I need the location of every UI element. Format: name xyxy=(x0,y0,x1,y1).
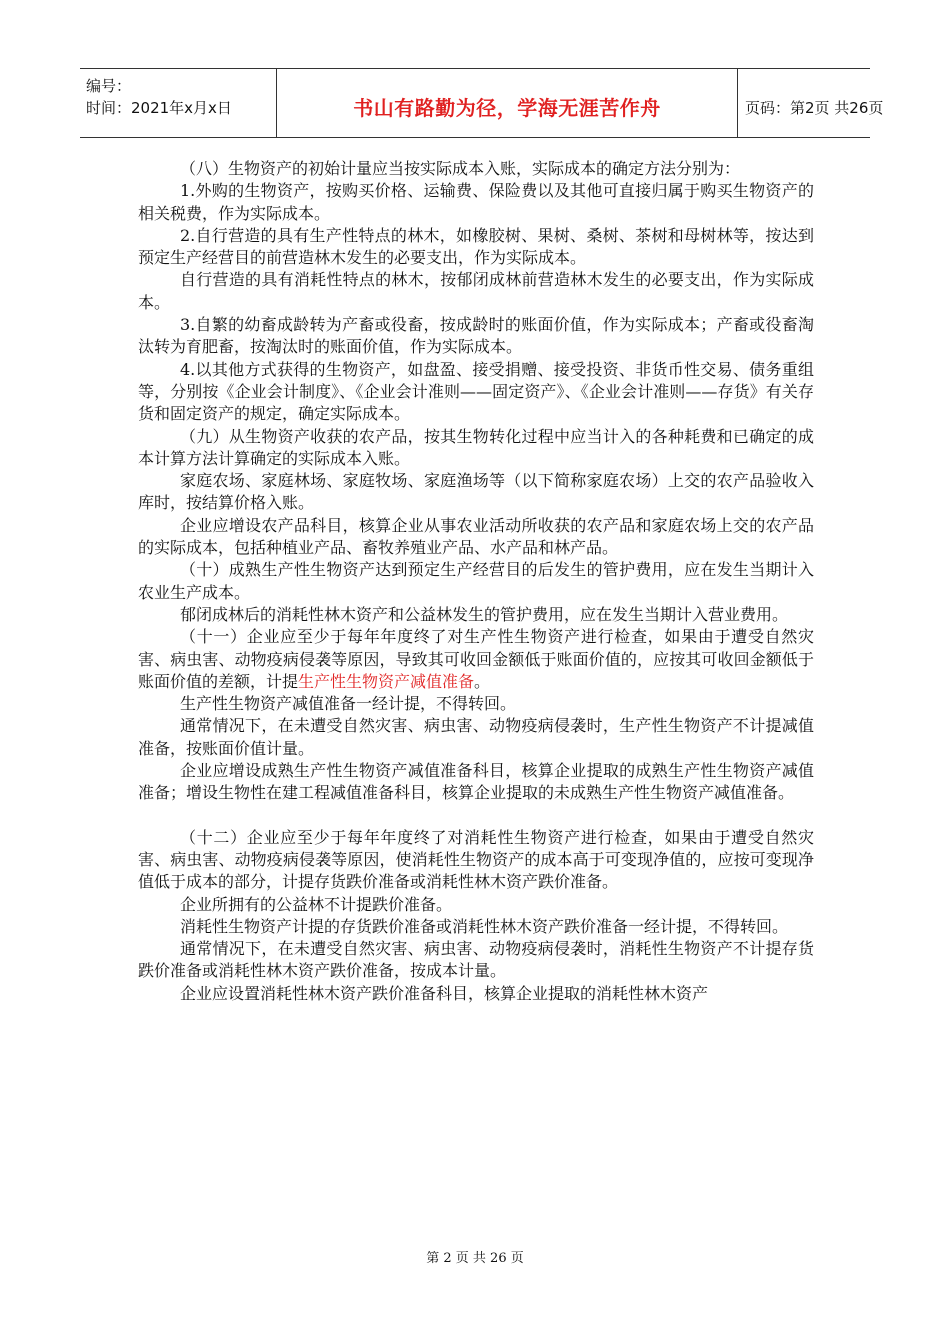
paragraph: （八）生物资产的初始计量应当按实际成本入账，实际成本的确定方法分别为： xyxy=(180,159,741,178)
paragraph: 生产性生物资产减值准备一经计提，不得转回。 xyxy=(180,694,517,714)
header-page-cell xyxy=(737,69,884,137)
paragraph: 通常情况下，在未遭受自然灾害、病虫害、动物疫病侵袭时，消耗性生物资产不计提存货跌价准备或消耗性林木资产跌价准备，按成本计量。 xyxy=(138,939,814,981)
header-motto: 书山有路勤为径，学海无涯苦作舟 xyxy=(353,96,661,120)
paragraph-text: （十一）企业应至少于每年年度终了对生产性生物资产进行检查，如果由于遭受自然灾害、病虫害、动物疫病侵袭等原因，导致其可收回金额低于账面价值的，应按其可收回金额低于账面价值的差额，计提 xyxy=(138,627,814,691)
paragraph: 1.外购的生物资产，按购买价格、运输费、保险费以及其他可直接归属于购买生物资产的相关税费，作为实际成本。 xyxy=(138,181,814,223)
paragraph: 郁闭成林后的消耗性林木资产和公益林发生的管护费用，应在发生当期计入营业费用。 xyxy=(180,604,789,624)
header-page-label: 页码：第2页 共26页 xyxy=(745,99,884,117)
paragraph: 消耗性生物资产计提的存货跌价准备或消耗性林木资产跌价准备一经计提，不得转回。 xyxy=(180,916,789,936)
paragraph: （九）从生物资产收获的农产品，按其生物转化过程中应当计入的各种耗费和已确定的成本计算方法计算确定的实际成本入账。 xyxy=(138,426,814,468)
doc-time-label: 时间：2021年x月x日 xyxy=(86,99,232,117)
paragraph: 企业应增设农产品科目，核算企业从事农业活动所收获的农产品和家庭农场上交的农产品的实际成本，包括种植业产品、畜牧养殖业产品、水产品和林产品。 xyxy=(138,515,814,558)
paragraph: 2.自行营造的具有生产性特点的林木，如橡胶树、果树、桑树、茶树和母树林等，按达到预定生产经营目的前营造林木发生的必要支出，作为实际成本。 xyxy=(138,225,814,268)
paragraph-text: 。 xyxy=(474,671,491,691)
highlighted-term: 生产性生物资产减值准备 xyxy=(298,671,475,691)
paragraph: 企业应设置消耗性林木资产跌价准备科目，核算企业提取的消耗性林木资产 xyxy=(180,983,709,1003)
paragraph: 企业所拥有的公益林不计提跌价准备。 xyxy=(180,894,453,914)
paragraph-gap xyxy=(138,805,814,827)
paragraph: 企业应增设成熟生产性生物资产减值准备科目，核算企业提取的成熟生产性生物资产减值准备；增设生物性在建工程减值准备科目，核算企业提取的未成熟生产性生物资产减值准备。 xyxy=(138,761,814,803)
paragraph: 家庭农场、家庭林场、家庭牧场、家庭渔场等（以下简称家庭农场）上交的农产品验收入库时，按结算价格入账。 xyxy=(138,471,814,513)
paragraph: 自行营造的具有消耗性特点的林木，按郁闭成林前营造林木发生的必要支出，作为实际成本。 xyxy=(138,270,814,312)
paragraph: （十二）企业应至少于每年年度终了对消耗性生物资产进行检查，如果由于遭受自然灾害、病虫害、动物疫病侵袭等原因，使消耗性生物资产的成本高于可变现净值的，应按可变现净值低于成本的部分，计提存货跌价准备或消耗性林木资产跌价准备。 xyxy=(138,827,814,892)
document-header xyxy=(80,68,884,138)
header-motto-cell xyxy=(276,69,738,137)
paragraph: （十）成熟生产性生物资产达到预定生产经营目的后发生的管护费用，应在发生当期计入农业生产成本。 xyxy=(138,560,814,602)
header-meta-cell xyxy=(80,69,276,137)
document-body xyxy=(138,158,814,1005)
page-footer: 第 2 页 共 26 页 xyxy=(426,1251,524,1266)
paragraph: 通常情况下，在未遭受自然灾害、病虫害、动物疫病侵袭时，生产性生物资产不计提减值准备，按账面价值计量。 xyxy=(138,716,814,758)
paragraph: 3.自繁的幼畜成龄转为产畜或役畜，按成龄时的账面价值，作为实际成本；产畜或役畜淘汰转为育肥畜，按淘汰时的账面价值，作为实际成本。 xyxy=(138,315,814,357)
paragraph: 4.以其他方式获得的生物资产，如盘盈、接受捐赠、接受投资、非货币性交易、债务重组等，分别按《企业会计制度》、《企业会计准则——固定资产》、《企业会计准则——存货》有关存货和固定资产的规定，确定实际成本。 xyxy=(138,359,814,424)
paragraph-impairment xyxy=(138,626,814,693)
doc-number-label: 编号： xyxy=(86,77,132,95)
